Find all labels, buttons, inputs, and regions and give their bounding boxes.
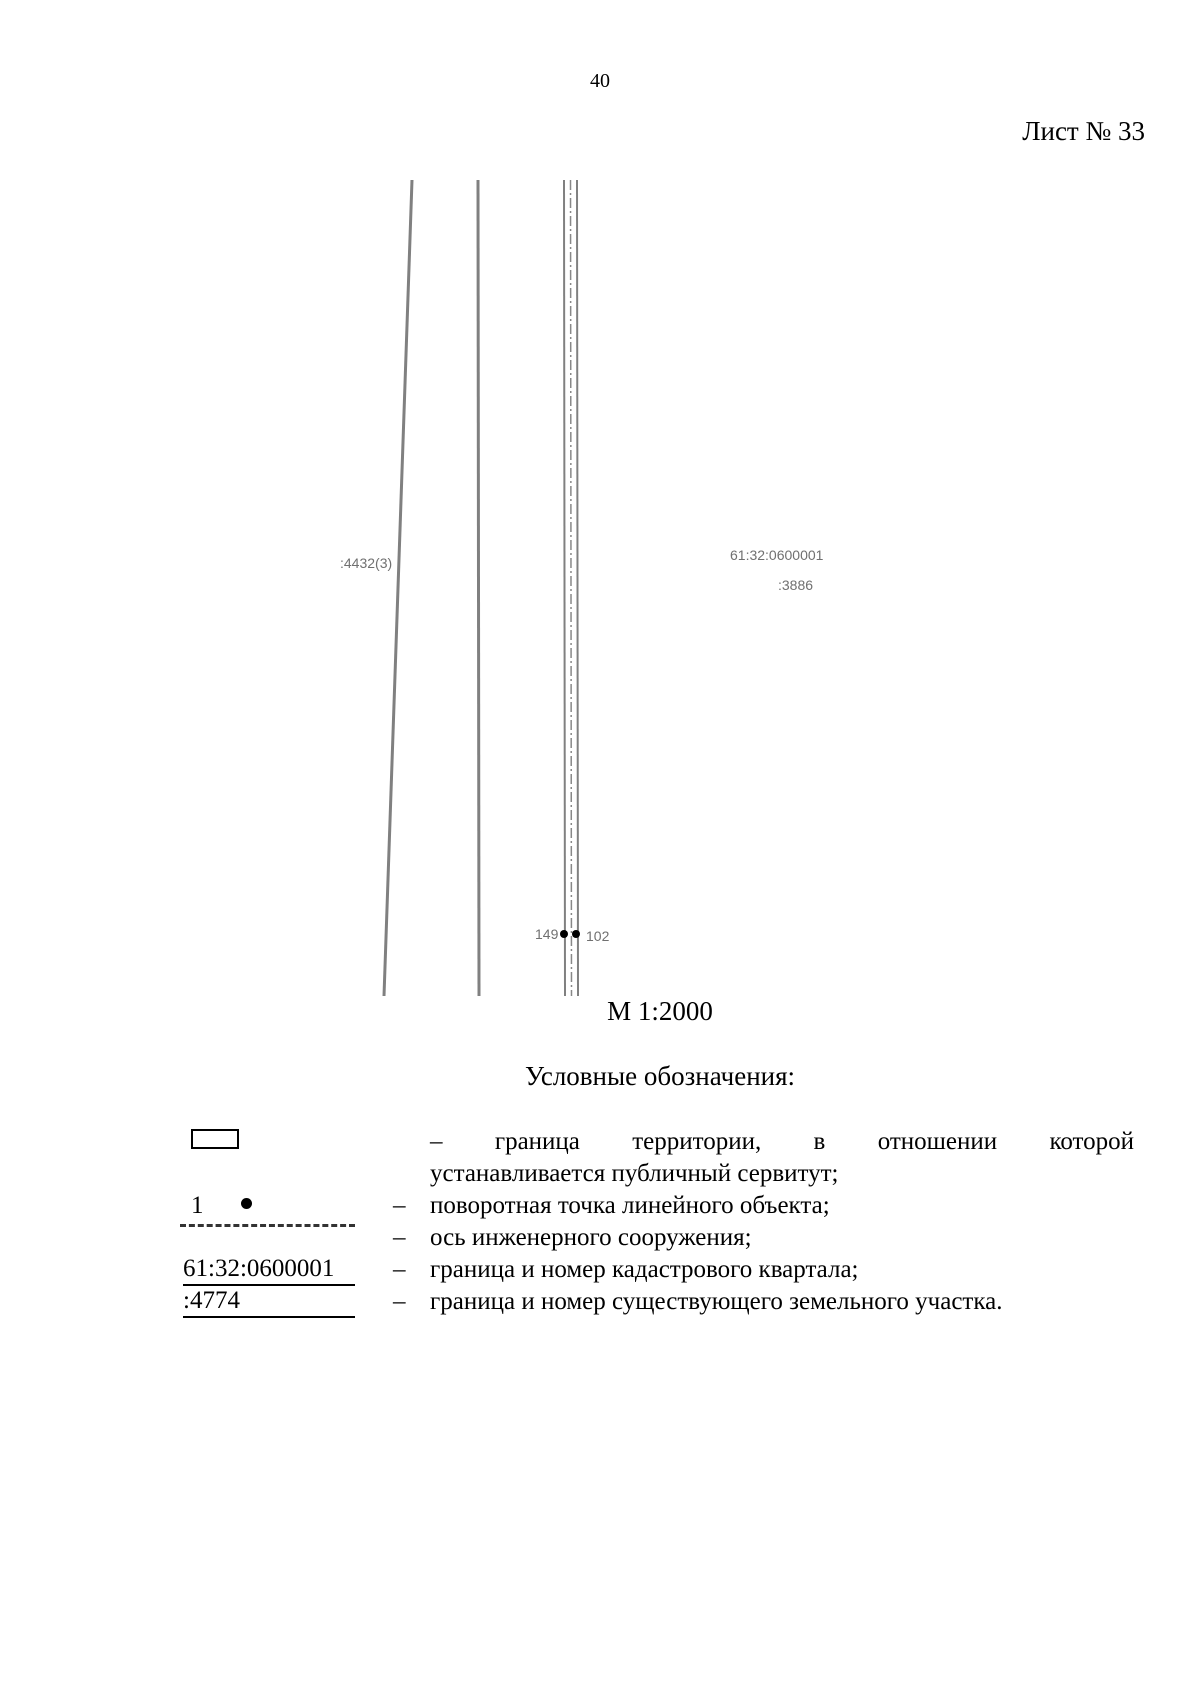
parcel-number-label: :3886	[778, 577, 814, 593]
point-149-label: 149	[535, 926, 559, 942]
servitude-boundary-symbol	[191, 1129, 239, 1149]
legend-text-turning-point: поворотная точка линейного объекта;	[430, 1192, 830, 1219]
cadastral-quarter-symbol: 61:32:0600001	[183, 1254, 355, 1286]
legend-text-servitude-line1: – граница территории, в отношении которой	[430, 1128, 1134, 1155]
servitude-boundary-right	[577, 180, 578, 996]
point-102-label: 102	[586, 928, 610, 944]
servitude-boundary-left	[564, 180, 565, 996]
legend-text-axis: ось инженерного сооружения;	[430, 1224, 752, 1251]
legend-dash: –	[393, 1224, 406, 1251]
parcel-left-label: :4432(3)	[340, 555, 393, 571]
legend-row-parcel	[180, 1286, 1134, 1318]
legend-dash: –	[393, 1288, 406, 1315]
turning-point-102	[572, 930, 580, 938]
legend-row-turning-point	[180, 1190, 1134, 1222]
parcel-symbol: :4774	[183, 1286, 355, 1318]
legend	[180, 1126, 1134, 1318]
sheet-title: Лист № 33	[1022, 116, 1145, 146]
legend-text-parcel: граница и номер существующего земельного участка.	[430, 1288, 1003, 1315]
legend-text-servitude-line2: устанавливается публичный сервитут;	[430, 1160, 839, 1187]
turning-point-symbol-number: 1	[191, 1192, 204, 1219]
engineering-axis-symbol	[180, 1224, 355, 1227]
legend-dash: –	[393, 1256, 406, 1283]
legend-text-cadastral-quarter: граница и номер кадастрового квартала;	[430, 1256, 859, 1283]
quarter-number-label: 61:32:0600001	[730, 547, 824, 563]
legend-row-cadastral-quarter	[180, 1254, 1134, 1286]
legend-title: Условные обозначения:	[524, 1061, 796, 1091]
turning-point-symbol-dot	[241, 1198, 252, 1209]
engineering-axis-line	[571, 180, 572, 996]
legend-row-servitude	[180, 1126, 1134, 1190]
legend-dash: –	[393, 1192, 406, 1219]
page-number: 40	[590, 70, 610, 92]
map-scale: М 1:2000	[607, 996, 713, 1026]
cadastral-map	[0, 170, 1200, 1000]
quarter-boundary-line	[478, 180, 479, 996]
legend-row-axis	[180, 1222, 1134, 1254]
parcel-boundary-line	[384, 180, 412, 996]
turning-point-149	[560, 930, 568, 938]
